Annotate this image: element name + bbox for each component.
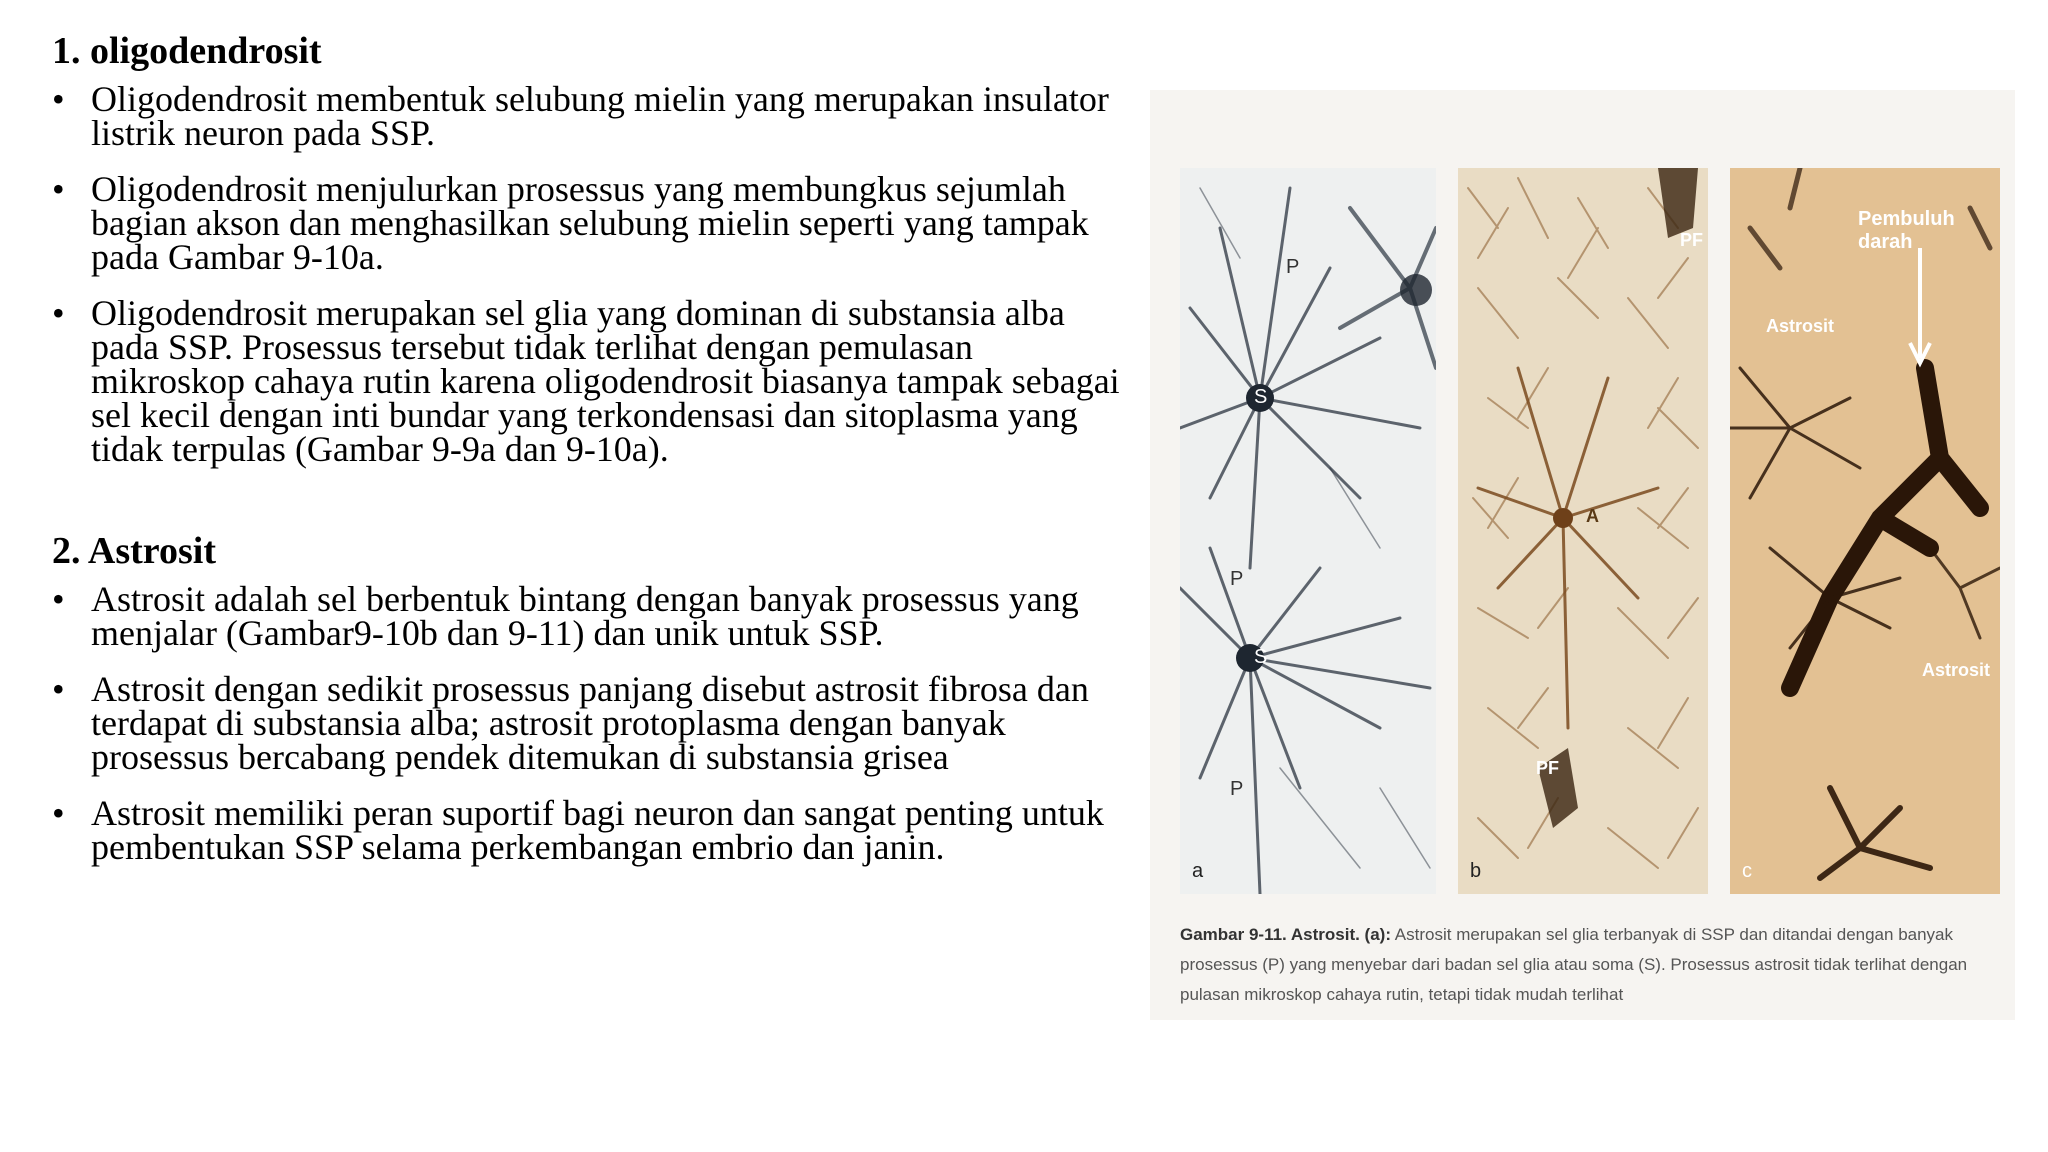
slide-text-column — [52, 24, 1132, 886]
panel-a-label: S — [1254, 646, 1268, 668]
panel-b-label: PF — [1536, 758, 1560, 778]
bullet-dot-icon: • — [52, 579, 65, 619]
bullet-text: Astrosit adalah sel berbentuk bintang dengan banyak prosessus yang menjalar (Gambar9-10b dan 9-11) dan unik untuk SSP. — [91, 579, 1079, 653]
panel-a-label: S — [1254, 386, 1268, 408]
panel-letter: c — [1742, 860, 1752, 882]
panel-b-label: A — [1586, 506, 1599, 526]
panel-a-label: P — [1230, 568, 1244, 590]
bullet-dot-icon: • — [52, 793, 65, 833]
bullet-dot-icon: • — [52, 293, 65, 333]
panel-b-label: PF — [1680, 230, 1704, 250]
section-title-oligodendrosit: 1. oligodendrosit — [52, 30, 322, 72]
panel-a-label: P — [1286, 256, 1300, 278]
panel-a-image — [1180, 168, 1436, 894]
astrosit-bullet-list — [52, 579, 1132, 867]
bullet-text: Oligodendrosit menjulurkan prosessus yang membungkus sejumlah bagian akson dan menghasilkan selubung mielin seperti yang tampak pada Gambar 9-10a. — [91, 169, 1089, 277]
micrograph-panel-c — [1730, 168, 2000, 894]
bullet-item — [52, 293, 1132, 469]
bullet-text: Astrosit memiliki peran suportif bagi neuron dan sangat penting untuk pembentukan SSP selama perkembangan embrio dan janin. — [91, 793, 1104, 867]
micrograph-panel-a — [1180, 168, 1436, 894]
bullet-item — [52, 79, 1132, 153]
bullet-text: Astrosit dengan sedikit prosessus panjang disebut astrosit fibrosa dan terdapat di substansia alba; astrosit protoplasma dengan banyak prosessus bercabang pendek ditemukan di substansia grisea — [91, 669, 1089, 777]
bullet-dot-icon: • — [52, 79, 65, 119]
astrocyte-micrograph-figure — [1150, 90, 2015, 1020]
micrograph-panel-b — [1458, 168, 1708, 894]
caption-label: Gambar 9-11. Astrosit. (a): — [1180, 925, 1391, 944]
bullet-item — [52, 793, 1132, 867]
bullet-dot-icon: • — [52, 669, 65, 709]
figure-caption — [1180, 920, 2000, 1010]
section-title-astrosit: 2. Astrosit — [52, 530, 216, 572]
bullet-dot-icon: • — [52, 169, 65, 209]
panel-c-label: Astrosit — [1922, 660, 1991, 680]
bullet-item — [52, 579, 1132, 653]
bullet-text: Oligodendrosit merupakan sel glia yang dominan di substansia alba pada SSP. Prosessus tersebut tidak terlihat dengan pemulasan mikroskop cahaya rutin karena oligodendrosit biasanya tampak sebagai sel kecil dengan inti bundar yang terkondensasi dan sitoplasma yang tidak terpulas (Gambar 9-9a dan 9-10a). — [91, 293, 1120, 469]
panel-c-label: Pembuluh darah — [1858, 208, 1955, 253]
caption-text: Astrosit merupakan sel glia terbanyak di SSP dan ditandai dengan banyak prosessus (P) yang menyebar dari badan sel glia atau soma (S). Prosessus astrosit tidak terlihat dengan pulasan mikroskop cahaya rutin, tetapi tidak mudah terlihat — [1180, 925, 1968, 1004]
panel-b-image — [1458, 168, 1708, 894]
bullet-item — [52, 169, 1132, 277]
bullet-item — [52, 669, 1132, 777]
panel-a-label: P — [1230, 778, 1244, 800]
bullet-text: Oligodendrosit membentuk selubung mielin yang merupakan insulator listrik neuron pada SSP. — [91, 79, 1109, 153]
panel-letter: b — [1470, 860, 1482, 882]
panel-c-label: Astrosit — [1766, 316, 1835, 336]
panel-letter: a — [1192, 860, 1204, 882]
oligodendrosit-bullet-list — [52, 79, 1132, 469]
panel-c-image — [1730, 168, 2000, 894]
